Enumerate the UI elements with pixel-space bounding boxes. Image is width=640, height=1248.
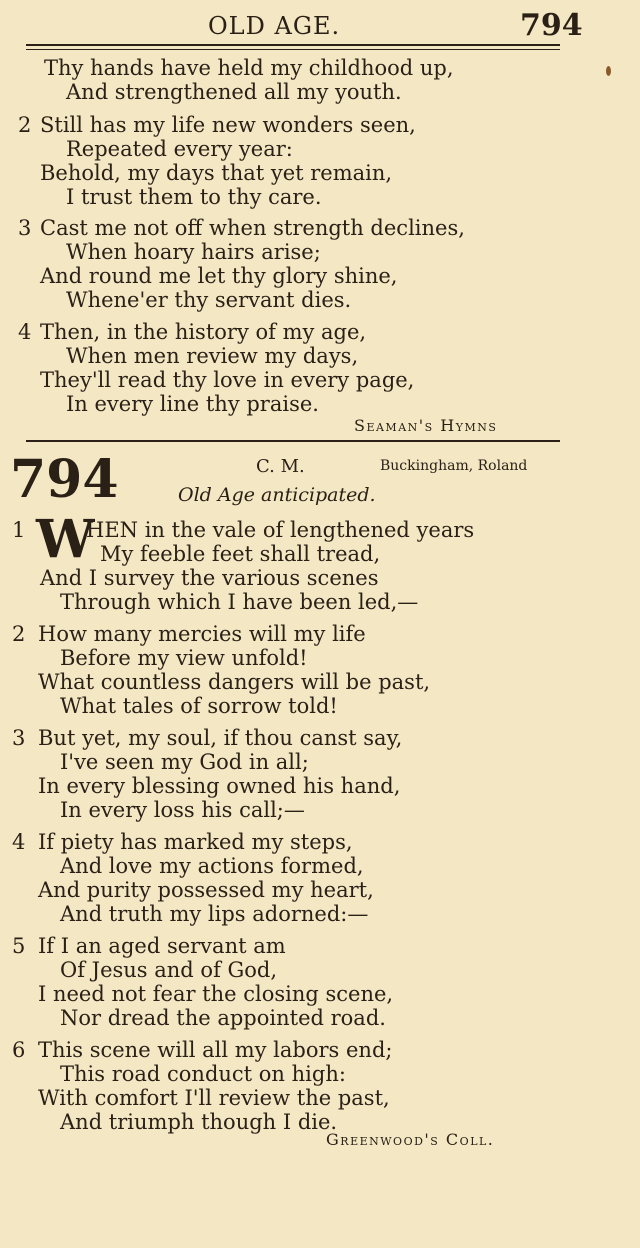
verse-line: If piety has marked my steps,: [38, 830, 353, 854]
verse-number: 4: [18, 320, 32, 344]
verse-number: 2: [12, 622, 26, 646]
verse-line: In every loss his call;—: [60, 798, 305, 822]
verse-line: This road conduct on high:: [60, 1062, 346, 1086]
verse-number: 3: [12, 726, 26, 750]
verse-number: 2: [18, 113, 32, 137]
verse-line: And purity possessed my heart,: [38, 878, 374, 902]
paper-blemish: [606, 66, 611, 76]
verse-line: Then, in the history of my age,: [40, 320, 367, 344]
verse-line: And love my actions formed,: [60, 854, 364, 878]
verse-line: When hoary hairs arise;: [66, 240, 321, 264]
verse-line: Of Jesus and of God,: [60, 958, 278, 982]
verse-line: Repeated every year:: [66, 137, 293, 161]
hymn-number: 794: [10, 449, 119, 510]
verse-line: I need not fear the closing scene,: [38, 982, 394, 1006]
verse-line: In every line thy praise.: [66, 392, 319, 416]
verse-line: HEN in the vale of lengthened years: [86, 518, 475, 542]
verse-line: I've seen my God in all;: [60, 750, 309, 774]
verse-number: 1: [12, 518, 26, 542]
drop-cap: W: [36, 509, 95, 570]
verse-number: 5: [12, 934, 26, 958]
hymn-subject: Old Age anticipated.: [178, 484, 376, 506]
verse-line: They'll read thy love in every page,: [40, 368, 415, 392]
hymn-source: Greenwood's Coll.: [326, 1130, 495, 1149]
verse-line: In every blessing owned his hand,: [38, 774, 401, 798]
hymn-source: Seaman's Hymns: [354, 416, 498, 435]
verse-line: Through which I have been led,—: [60, 590, 419, 614]
verse-line: My feeble feet shall tread,: [100, 542, 381, 566]
verse-line: And truth my lips adorned:—: [60, 902, 369, 926]
page-number: 794: [520, 8, 583, 43]
verse-line: What countless dangers will be past,: [38, 670, 431, 694]
verse-line: If I an aged servant am: [38, 934, 286, 958]
verse-line: Behold, my days that yet remain,: [40, 161, 393, 185]
verse-number: 6: [12, 1038, 26, 1062]
header-rule-thin: [26, 49, 560, 50]
verse-line: Cast me not off when strength declines,: [40, 216, 465, 240]
verse-line: This scene will all my labors end;: [38, 1038, 393, 1062]
verse-line: And triumph though I die.: [60, 1110, 338, 1134]
verse-line: And strengthened all my youth.: [66, 80, 402, 104]
running-title: OLD AGE.: [208, 12, 341, 40]
hymn-divider: [26, 440, 560, 442]
verse-line: When men review my days,: [66, 344, 359, 368]
hymn-meter: C. M.: [256, 456, 305, 477]
verse-line: Still has my life new wonders seen,: [40, 113, 416, 137]
page-header: [0, 6, 640, 42]
verse-line: Whene'er thy servant dies.: [66, 288, 352, 312]
verse-number: 3: [18, 216, 32, 240]
verse-line: But yet, my soul, if thou canst say,: [38, 726, 403, 750]
header-rule: [26, 44, 560, 46]
verse-line: And I survey the various scenes: [40, 566, 379, 590]
verse-line: With comfort I'll review the past,: [38, 1086, 390, 1110]
verse-line: How many mercies will my life: [38, 622, 366, 646]
verse-line: And round me let thy glory shine,: [40, 264, 398, 288]
verse-line: Thy hands have held my childhood up,: [44, 56, 454, 80]
verse-line: What tales of sorrow told!: [60, 694, 338, 718]
verse-line: I trust them to thy care.: [66, 185, 322, 209]
hymn-tune: Buckingham, Roland: [380, 458, 528, 474]
verse-line: Before my view unfold!: [60, 646, 308, 670]
verse-number: 4: [12, 830, 26, 854]
verse-line: Nor dread the appointed road.: [60, 1006, 386, 1030]
